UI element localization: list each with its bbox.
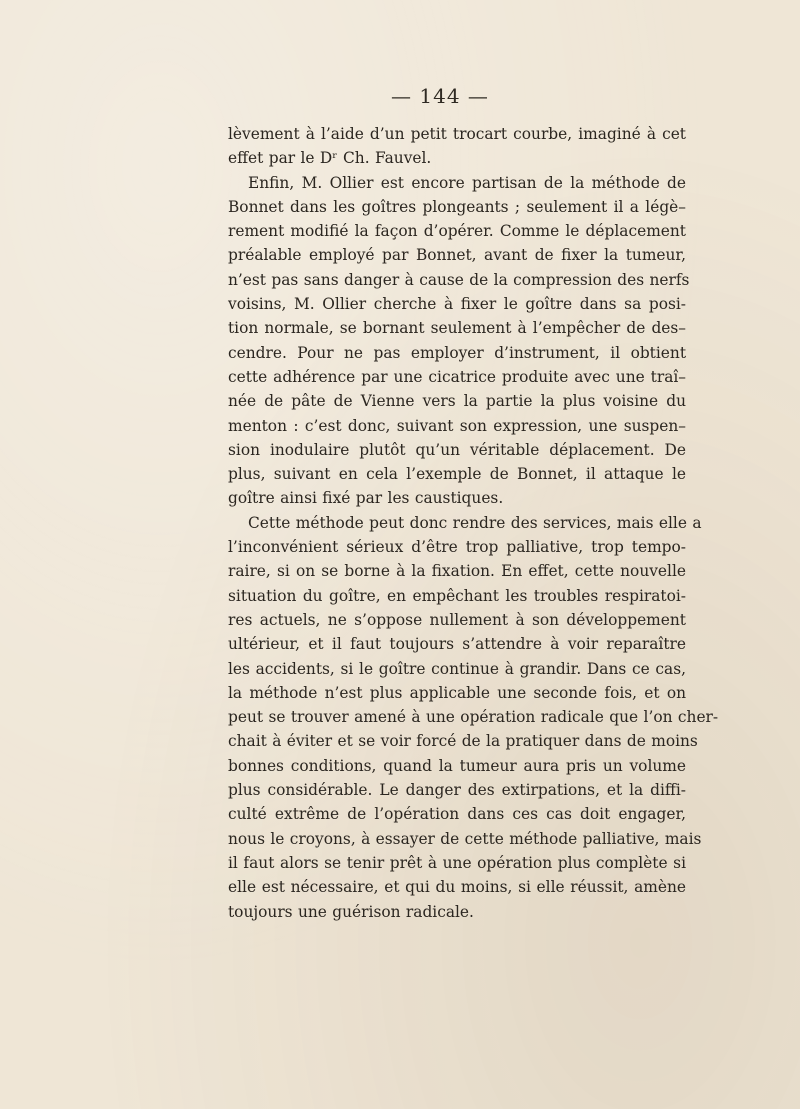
text-line: cette adhérence par une cicatrice produite avec une traî–: [228, 367, 686, 386]
page-number: — 144 —: [391, 84, 489, 108]
text-line: il faut alors se tenir prêt à une opération plus complète si: [228, 853, 686, 872]
text-line: n’est pas sans danger à cause de la compression des nerfs: [228, 270, 690, 289]
text-line: bonnes conditions, quand la tumeur aura pris un volume: [228, 756, 686, 775]
text-line: elle est nécessaire, et qui du moins, si elle réussit, amène: [228, 878, 686, 897]
paragraph-start-line: Enfin, M. Ollier est encore partisan de la méthode de: [248, 173, 686, 192]
text-line: raire, si on se borne à la fixation. En effet, cette nouvelle: [228, 562, 686, 581]
text-line: plus considérable. Le danger des extirpations, et la diffi-: [228, 781, 686, 800]
text-line: tion normale, se bornant seulement à l’empêcher de des–: [228, 319, 686, 338]
text-line: l’inconvénient sérieux d’être trop palliative, trop tempo-: [228, 538, 686, 557]
text-line: cendre. Pour ne pas employer d’instrument, il obtient: [228, 343, 686, 362]
text-line: les accidents, si le goître continue à grandir. Dans ce cas,: [228, 659, 686, 678]
text-line: la méthode n’est plus applicable une seconde fois, et on: [228, 683, 686, 702]
text-line: sion inodulaire plutôt qu’un véritable déplacement. De: [228, 440, 686, 459]
text-line: culté extrême de l’opération dans ces cas doit engager,: [228, 805, 686, 824]
text-line: effet par le Dʳ Ch. Fauvel.: [228, 149, 432, 168]
text-line: née de pâte de Vienne vers la partie la plus voisine du: [228, 392, 686, 411]
text-line: toujours une guérison radicale.: [228, 902, 474, 921]
text-line: lèvement à l’aide d’un petit trocart courbe, imaginé à cet: [228, 125, 686, 143]
text-line: préalable employé par Bonnet, avant de fixer la tumeur,: [228, 246, 686, 265]
body-text: [228, 122, 719, 924]
text-line: peut se trouver amené à une opération radicale que l’on cher-: [228, 708, 719, 727]
text-line: ultérieur, et il faut toujours s’attendre à voir reparaître: [228, 635, 686, 654]
text-line: situation du goître, en empêchant les troubles respiratoi-: [228, 586, 686, 605]
text-line: Bonnet dans les goîtres plongeants ; seulement il a légè–: [228, 197, 686, 216]
text-line: chait à éviter et se voir forcé de la pratiquer dans de moins: [228, 732, 698, 751]
paragraph-start-line: Cette méthode peut donc rendre des services, mais elle a: [248, 513, 702, 532]
text-line: rement modifié la façon d’opérer. Comme le déplacement: [228, 222, 686, 241]
text-line: menton : c’est donc, suivant son expression, une suspen–: [228, 416, 686, 435]
text-line: res actuels, ne s’oppose nullement à son développement: [228, 610, 686, 629]
text-line: goître ainsi fixé par les caustiques.: [228, 489, 504, 508]
text-line: nous le croyons, à essayer de cette méthode palliative, mais: [228, 829, 702, 848]
text-line: voisins, M. Ollier cherche à fixer le goître dans sa posi-: [228, 295, 686, 314]
text-line: plus, suivant en cela l’exemple de Bonnet, il attaque le: [228, 465, 686, 484]
